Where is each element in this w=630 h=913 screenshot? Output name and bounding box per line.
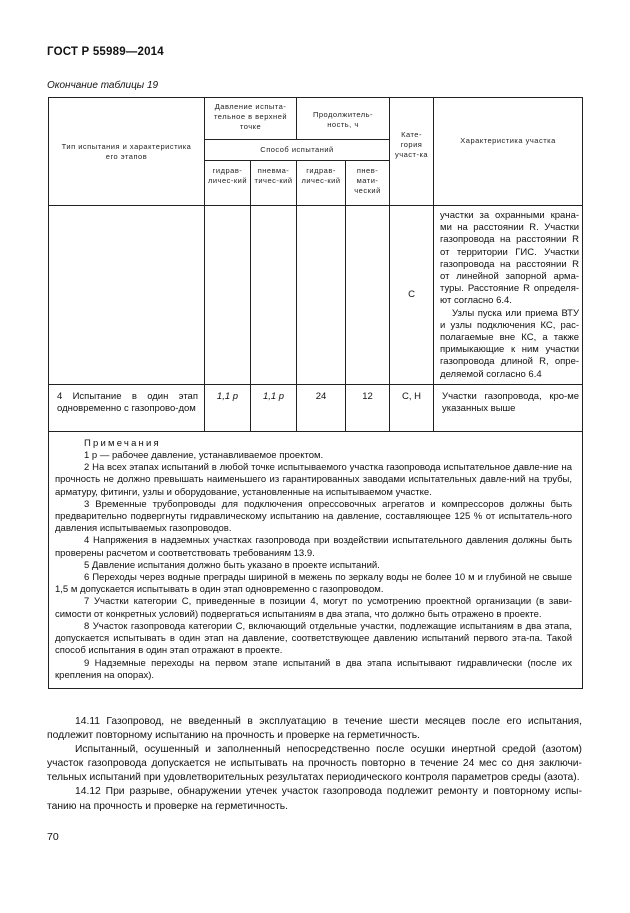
header-pressure: Давление испыта-тельное в верхней точке <box>205 98 297 140</box>
header-pneumatic-duration: пнев-мати-ческий <box>346 161 390 206</box>
main-text <box>47 715 582 814</box>
header-test-type: Тип испытания и характеристика его этапов <box>49 98 205 206</box>
paragraph: Испытанный, осушенный и заполненный непосредственно после осушки инертной средой (азотом) участок газопровода допускается не испытывать на прочность повторно в течение 24 мес со дня заключи-тельных испытаний при удовлетворительных результатах периодического контроля параметров среды (азота). <box>47 744 582 784</box>
paragraph: 14.11 Газопровод, не введенный в эксплуатацию в течение шести месяцев после его испытания, подлежит повторному испытанию на прочность и проверке на герметичность. <box>47 716 582 742</box>
note-item: 4 Напряжения в надземных участках газопровода при воздействии испытательного давления должны быть проверены расчетом и соответствовать требованиям 13.9. <box>55 535 573 559</box>
note-item: 2 На всех этапах испытаний в любой точке испытываемого участка газопровода испытательное давле-ние на прочность не должно превышать наименьшего из гарантированных заводами испытательных давле-ний на трубы, арматуру, фитинги, узлы и оборудование, установленные на испытываемом участке. <box>55 462 573 498</box>
document-header: ГОСТ Р 55989—2014 <box>47 46 164 58</box>
row2-pressure-pneumatic: 1,1 p <box>251 384 297 431</box>
header-section: Характеристика участка <box>434 98 583 206</box>
row1-section <box>434 206 583 385</box>
row2-test-type: 4 Испытание в один этап одновременно с газопрово-дом <box>49 384 205 431</box>
page-number: 70 <box>47 831 59 843</box>
note-item: 9 Надземные переходы на первом этапе испытаний в два этапа испытывают гидравлически (после их крепления на опорах). <box>55 657 573 681</box>
header-hydraulic-pressure: гидрав-личес-кий <box>205 161 251 206</box>
row2-section: Участки газопровода, кро-ме указанных выше <box>434 384 583 431</box>
notes-title: Примечания <box>84 437 161 449</box>
paragraph: 14.12 При разрыве, обнаружении утечек участок газопровода подлежит ремонту и повторному испы-танию на прочность и проверке на герметичность. <box>47 786 582 812</box>
header-hydraulic-duration: гидрав-личес-кий <box>297 161 346 206</box>
table-row <box>49 384 583 431</box>
header-category: Кате-гория участ-ка <box>390 98 434 206</box>
row2-duration-pneumatic: 12 <box>346 384 390 431</box>
note-item: 5 Давление испытания должно быть указано в проекте испытаний. <box>84 559 380 571</box>
row2-duration-hydraulic: 24 <box>297 384 346 431</box>
row2-pressure-hydraulic: 1,1 p <box>205 384 251 431</box>
header-duration: Продолжитель-ность, ч <box>297 98 390 140</box>
table-caption: Окончание таблицы 19 <box>47 80 159 91</box>
row2-category: С, Н <box>390 384 434 431</box>
table-notes <box>49 431 583 688</box>
row1-section-paragraph-1: участки за охранными крана-ми на расстоянии R. Участки газопровода на расстоянии R от территории ГИС. Участки газопровода на расстоянии R от линейной запорной арма-туры. Расстояние R определя-ют согласно 6.4. <box>440 210 580 307</box>
header-test-method: Способ испытаний <box>205 140 390 161</box>
notes-row <box>49 431 583 688</box>
table-row <box>49 206 583 385</box>
note-item: 6 Переходы через водные преграды шириной в межень по зеркалу воды не более 10 м и глубиной не свыше 1,5 м допускается испытывать в один этап одновременно с газопроводом. <box>55 572 573 596</box>
test-table <box>48 97 583 689</box>
note-item: 3 Временные трубопроводы для подключения опрессовочных агрегатов и компрессоров должны быть предварительно подвергнуты гидравлическому испытанию на давление, составляющее 125 % от испытатель-ного давления испытываемых газопроводов. <box>55 498 573 535</box>
header-pneumatic-pressure: пневма-тичес-кий <box>251 161 297 206</box>
note-item: 7 Участки категории С, приведенные в позиции 4, могут по усмотрению проектной организации (в зави-симости от конкретных условий) подвергаться испытаниям в два этапа, что должно быть отражено в проекте. <box>55 596 573 620</box>
row1-category: С <box>390 206 434 385</box>
note-item: 8 Участок газопровода категории С, включающий отдельные участки, подлежащие испытаниям в два этапа, допускается испытывать в один этап на давление, соответствующее давлению испытаний первого эта-па. Такой способ испытания в один этап отражают в проекте. <box>55 620 573 657</box>
note-item: 1 р — рабочее давление, устанавливаемое проектом. <box>84 450 324 462</box>
row1-section-paragraph-2: Узлы пуска или приема ВТУ и узлы подключения КС, рас-полагаемые вне КС, а также примыкающие к ним участки газопровода длиной R, опре-деляемой согласно 6.4 <box>440 307 580 380</box>
